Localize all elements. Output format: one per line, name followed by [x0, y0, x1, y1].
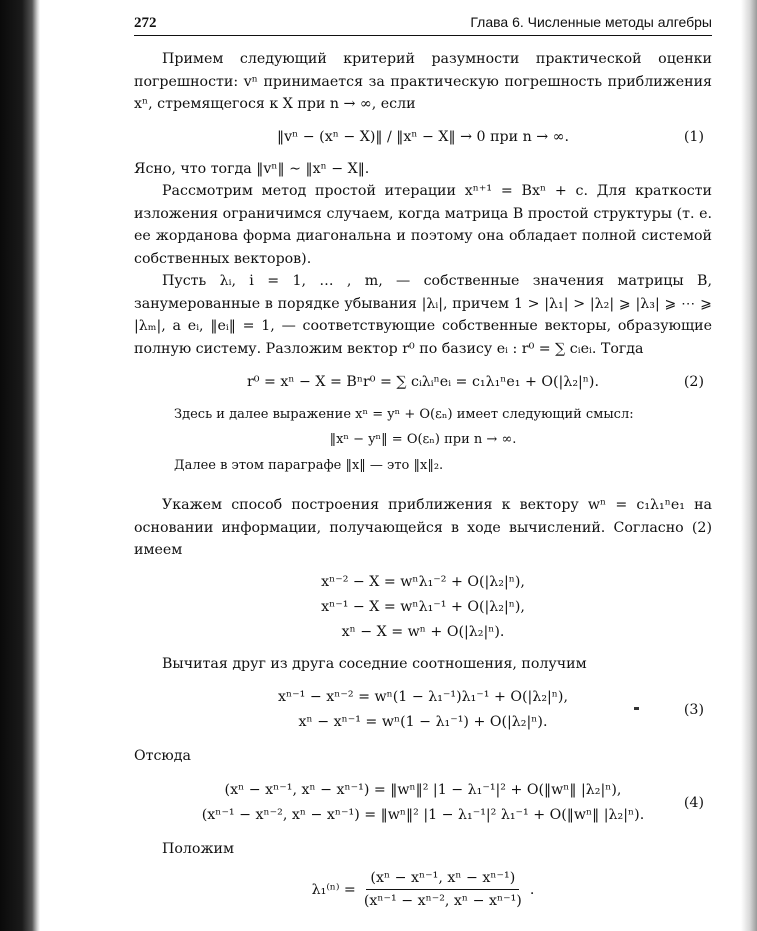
paragraph-clearly: Ясно, что тогда ‖vⁿ‖ ∼ ‖xⁿ − X‖.	[134, 160, 370, 177]
paragraph-criterion: Примем следующий критерий разумности практической оценки погрешности: vⁿ принимается за практическую погрешность приближения xⁿ, стремящегося к X при n → ∞, если	[134, 51, 712, 112]
equation-row: xⁿ⁻¹ − xⁿ⁻² = wⁿ(1 − λ₁⁻¹)λ₁⁻¹ + O(|λ₂|ⁿ),	[278, 689, 568, 705]
paragraph-approximation: Укажем способ построения приближения к вектору wⁿ = c₁λ₁ⁿe₁ на основании информации, получающейся в ходе вычислений. Согласно (2) имеем	[134, 497, 712, 558]
fraction	[360, 868, 526, 911]
equation-3	[134, 685, 712, 735]
equation-2-number: (2)	[683, 374, 704, 390]
equation-row: xⁿ⁻¹ − X = wⁿλ₁⁻¹ + O(|λ₂|ⁿ),	[321, 598, 525, 615]
equation-1-number: (1)	[683, 128, 704, 145]
paragraph-simple-iteration: Рассмотрим метод простой итерации xⁿ⁺¹ = Bxⁿ + c. Для краткости изложения ограничимся случаем, когда матрица B простой структуры (т. е. ее жорданова форма диагональна и поэтому она обладает полной системой собственных векторов).	[134, 183, 712, 267]
equation-row: (xⁿ − xⁿ⁻¹, xⁿ − xⁿ⁻¹) = ‖wⁿ‖² |1 − λ₁⁻¹|² + O(‖wⁿ‖ |λ₂|ⁿ),	[224, 781, 622, 798]
equation-3-number: (3)	[683, 702, 704, 718]
equation-4-number: (4)	[683, 794, 704, 811]
fraction-denominator: (xⁿ⁻¹ − xⁿ⁻², xⁿ − xⁿ⁻¹)	[363, 893, 522, 909]
running-header	[134, 14, 712, 36]
book-page	[134, 10, 712, 911]
equation-1	[134, 125, 712, 149]
equation-2	[134, 370, 712, 394]
paragraph-hence: Отсюда	[134, 748, 191, 764]
fraction-period: .	[529, 881, 535, 898]
paragraph-eigenvalues: Пусть λᵢ, i = 1, … , m, — собственные значения матрицы B, занумерованные в порядке убывания |λᵢ|, причем 1 > |λ₁| > |λ₂| ⩾ |λ₃| ⩾ ⋯ ⩾ |λₘ|, а eᵢ, ‖eᵢ‖ = 1, — соответствующие собственные векторы, образующие полную систему. Разложим вектор r⁰ по базису eᵢ : r⁰ = ∑ cᵢeᵢ. Тогда	[134, 273, 712, 357]
equation-row: xⁿ⁻² − X = wⁿλ₁⁻² + O(|λ₂|ⁿ),	[321, 573, 525, 590]
lambda-lhs: λ₁⁽ⁿ⁾ =	[311, 881, 356, 898]
equation-row: xⁿ − xⁿ⁻¹ = wⁿ(1 − λ₁⁻¹) + O(|λ₂|ⁿ).	[298, 714, 548, 730]
equation-1-body: ‖vⁿ − (xⁿ − X)‖ ∕ ‖xⁿ − X‖ → 0 при n → ∞.	[277, 128, 569, 145]
footnote-meaning: Здесь и далее выражение xⁿ = yⁿ + O(εₙ) имеет следующий смысл:	[174, 407, 634, 422]
scan-speck	[634, 707, 639, 710]
footnote-equation: ‖xⁿ − yⁿ‖ = O(εₙ) при n → ∞.	[329, 432, 517, 447]
fraction-numerator: (xⁿ − xⁿ⁻¹, xⁿ − xⁿ⁻¹)	[366, 868, 519, 890]
equation-4	[134, 778, 712, 828]
equation-row: (xⁿ⁻¹ − xⁿ⁻², xⁿ − xⁿ⁻¹) = ‖wⁿ‖² |1 − λ₁⁻¹|² λ₁⁻¹ + O(‖wⁿ‖ |λ₂|ⁿ).	[201, 806, 645, 823]
page-number: 272	[134, 15, 157, 31]
equation-2-body: r⁰ = xⁿ − X = Bⁿr⁰ = ∑ cᵢλᵢⁿeᵢ = c₁λ₁ⁿe₁ + O(|λ₂|ⁿ).	[247, 374, 599, 390]
footnote-norm: Далее в этом параграфе ‖x‖ — это ‖x‖₂.	[174, 458, 444, 473]
chapter-title: Глава 6. Численные методы алгебры	[470, 14, 712, 30]
page-edge-shadow-right	[741, 0, 757, 931]
equation-lambda-estimate	[134, 868, 712, 911]
equation-system-w	[134, 570, 712, 645]
book-spine-shadow-left	[0, 0, 40, 931]
equation-row: xⁿ − X = wⁿ + O(|λ₂|ⁿ).	[341, 623, 505, 640]
paragraph-subtracting: Вычитая друг из друга соседние соотношения, получим	[162, 655, 587, 672]
paragraph-set: Положим	[162, 840, 235, 857]
